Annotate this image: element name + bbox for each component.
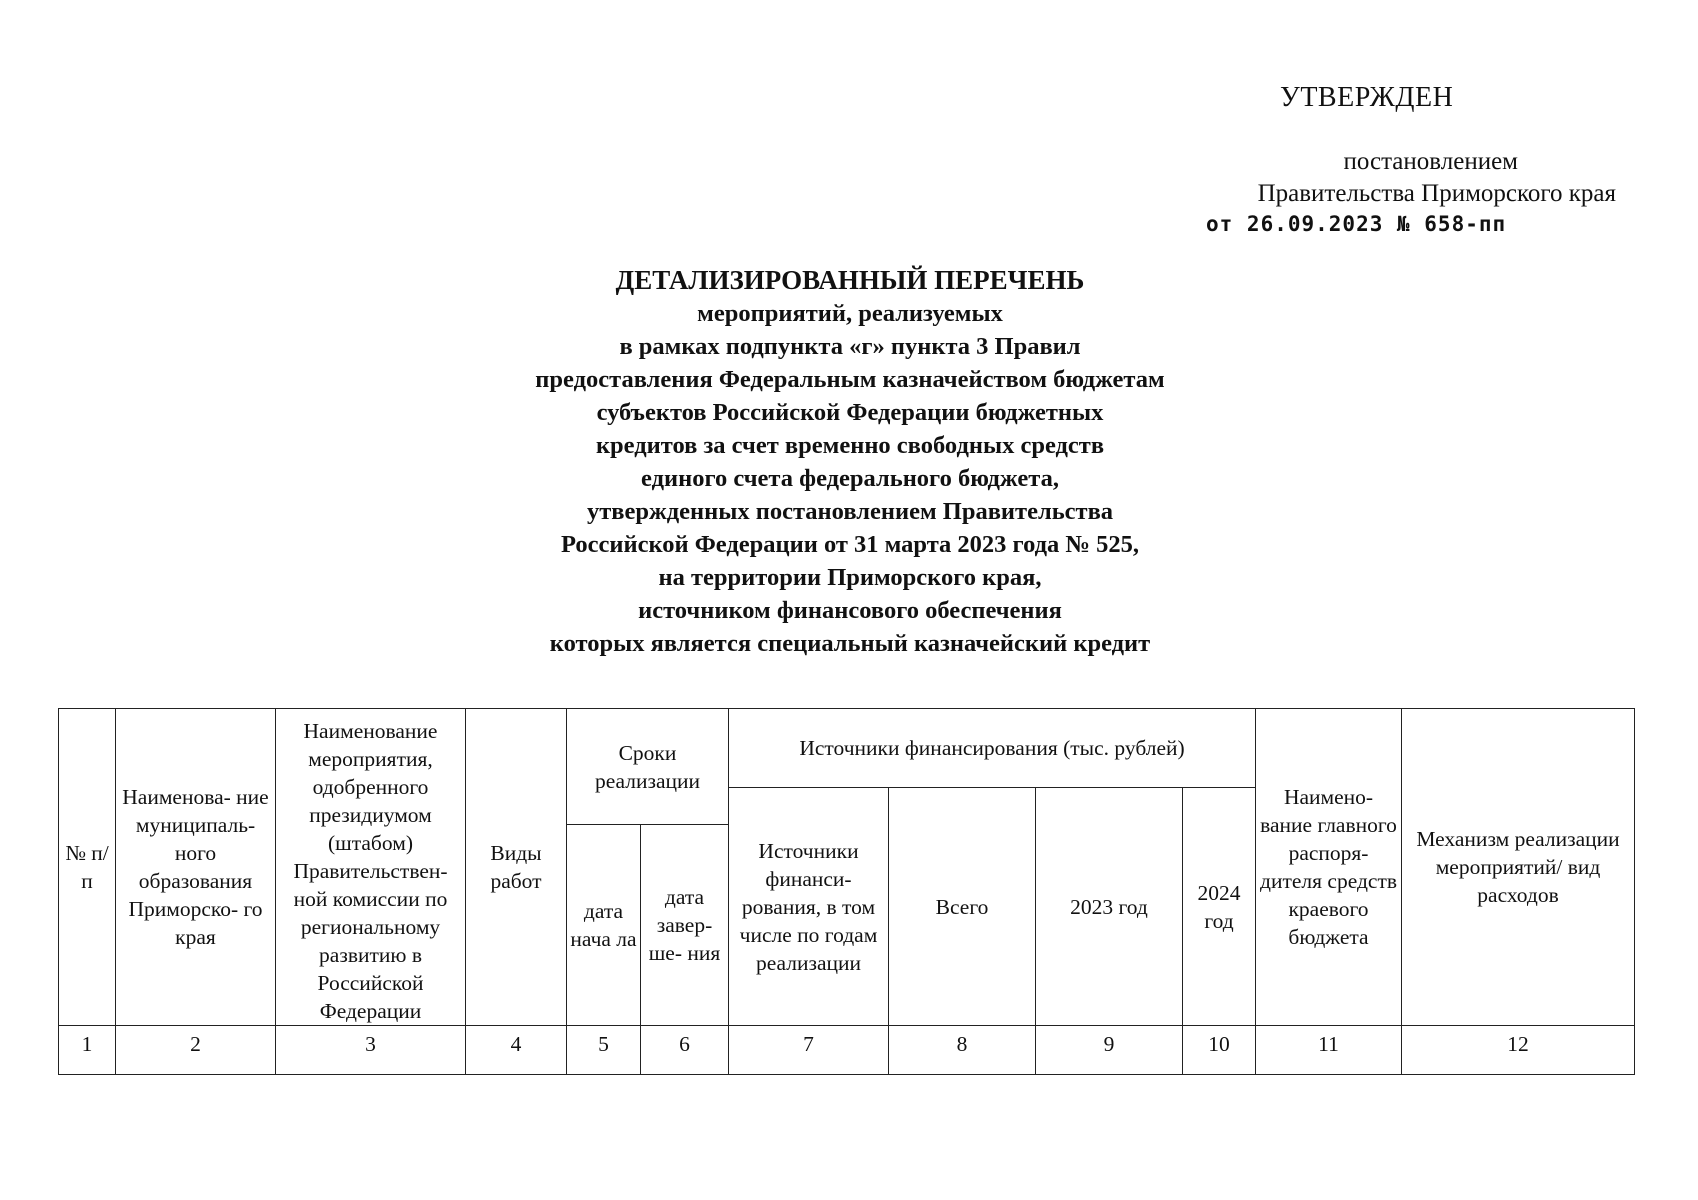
document-heading — [300, 264, 1400, 660]
approval-title: УТВЕРЖДЕН — [1280, 82, 1454, 113]
approval-line-2: Правительства Приморского края — [1257, 180, 1616, 207]
approval-date-stamp: от 26.09.2023 № 658-пп — [1206, 212, 1507, 236]
header-terms: Сроки реализации — [567, 709, 729, 825]
approval-line-1: постановлением — [1343, 148, 1518, 175]
heading-line: в рамках подпункта «г» пункта 3 Правил — [619, 333, 1081, 360]
column-number: 4 — [466, 1026, 567, 1075]
heading-line: Российской Федерации от 31 марта 2023 года № 525, — [560, 531, 1140, 558]
heading-line: единого счета федерального бюджета, — [641, 465, 1059, 492]
header-2024: 2024 год — [1183, 788, 1256, 1026]
header-manager: Наимено- вание главного распоря- дителя средств краевого бюджета — [1256, 709, 1402, 1026]
heading-line: которых является специальный казначейский кредит — [549, 630, 1151, 657]
heading-line: на территории Приморского края, — [658, 564, 1042, 591]
header-mechanism: Механизм реализации мероприятий/ вид расходов — [1402, 709, 1635, 1026]
header-num: № п/п — [59, 709, 116, 1026]
column-number: 1 — [59, 1026, 116, 1075]
header-start-date: дата нача ла — [567, 825, 641, 1026]
measures-table — [58, 708, 1635, 1075]
column-number: 10 — [1183, 1026, 1256, 1075]
heading-main: ДЕТАЛИЗИРОВАННЫЙ ПЕРЕЧЕНЬ — [615, 265, 1085, 295]
column-number: 8 — [889, 1026, 1036, 1075]
column-number: 2 — [116, 1026, 276, 1075]
header-works: Виды работ — [466, 709, 567, 1026]
header-financing: Источники финансирования (тыс. рублей) — [729, 709, 1256, 788]
heading-line: предоставления Федеральным казначейством бюджетам — [535, 366, 1165, 393]
header-total: Всего — [889, 788, 1036, 1026]
heading-line: источником финансового обеспечения — [638, 597, 1062, 624]
heading-line: кредитов за счет временно свободных средств — [595, 432, 1105, 459]
header-2023: 2023 год — [1036, 788, 1183, 1026]
heading-line: мероприятий, реализуемых — [697, 300, 1003, 327]
header-measure: Наименование мероприятия, одобренного президиумом (штабом) Правительствен- ной комиссии по региональному развитию в Российской Федерации — [276, 709, 466, 1026]
column-number: 12 — [1402, 1026, 1635, 1075]
column-number: 9 — [1036, 1026, 1183, 1075]
column-number: 11 — [1256, 1026, 1402, 1075]
header-end-date: дата завер- ше- ния — [641, 825, 729, 1026]
heading-line: утвержденных постановлением Правительства — [586, 498, 1114, 525]
column-number: 6 — [641, 1026, 729, 1075]
column-number: 5 — [567, 1026, 641, 1075]
header-municipality: Наименова- ние муниципаль- ного образования Приморско- го края — [116, 709, 276, 1026]
column-number: 7 — [729, 1026, 889, 1075]
header-sources: Источники финанси- рования, в том числе по годам реализации — [729, 788, 889, 1026]
heading-line: субъектов Российской Федерации бюджетных — [596, 399, 1104, 426]
column-number: 3 — [276, 1026, 466, 1075]
